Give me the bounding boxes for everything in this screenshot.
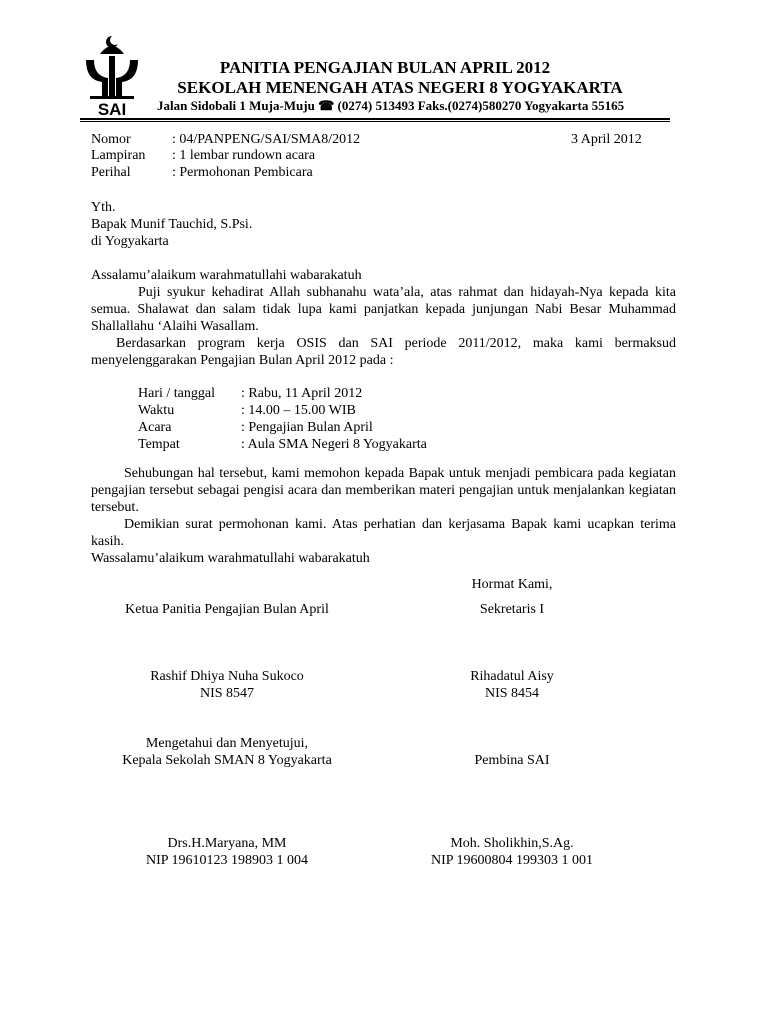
signature-role-secretary: Sekretaris I (479, 602, 545, 617)
signature-id-secretary: NIS 8454 (484, 686, 540, 701)
hormat-kami: Hormat Kami, (471, 577, 553, 592)
signature-name-chair: Rashif Dhiya Nuha Sukoco (150, 669, 304, 684)
signature-id-chair: NIS 8547 (199, 686, 255, 701)
signature-name-principal: Drs.H.Maryana, MM (167, 836, 287, 851)
signature-name-secretary: Rihadatul Aisy (470, 669, 554, 684)
detail-value: : Pengajian Bulan April (241, 420, 373, 435)
closing-greeting: Wassalamu’alaikum warahmatullahi wabarakatuh (91, 551, 370, 566)
letterhead-address-line (157, 98, 624, 114)
letterhead-title-line1: PANITIA PENGAJIAN BULAN APRIL 2012 (219, 58, 551, 77)
detail-label: Waktu (138, 403, 175, 418)
recipient-name: Bapak Munif Tauchid, S.Psi. (91, 217, 253, 232)
letterhead-divider-thick (80, 118, 670, 120)
detail-value: : 14.00 – 15.00 WIB (241, 403, 356, 418)
telephone-icon: ☎ (318, 98, 335, 113)
detail-label: Tempat (138, 437, 180, 452)
approval-label: Mengetahui dan Menyetujui, (145, 736, 309, 751)
letterhead-divider-thin (80, 121, 670, 122)
logo-text: SAI (97, 100, 127, 116)
signature-role-supervisor: Pembina SAI (474, 753, 550, 768)
paragraph-opening: Puji syukur kehadirat Allah subhanahu wata’ala, atas rahmat dan hidayah-Nya kepada kita semua. Shalawat dan salam tidak lupa kami panjatkan kepada junjungan Nabi Besar Muhammad Shallallahu ‘Alaihi Wasallam. (91, 285, 676, 334)
contact-text: (0274) 513493 Faks.(0274)580270 Yogyakarta 55165 (337, 98, 625, 113)
signature-name-supervisor: Moh. Sholikhin,S.Ag. (450, 836, 574, 851)
detail-label: Hari / tanggal (138, 386, 215, 401)
signature-id-supervisor: NIP 19600804 199303 1 001 (430, 853, 594, 868)
signature-role-principal: Kepala Sekolah SMAN 8 Yogyakarta (122, 753, 332, 768)
lampiran-label: Lampiran (91, 148, 146, 163)
recipient-salutation: Yth. (91, 200, 116, 215)
perihal-label: Perihal (91, 165, 131, 180)
detail-label: Acara (138, 420, 172, 435)
paragraph-program: Berdasarkan program kerja OSIS dan SAI periode 2011/2012, maka kami bermaksud menyelenggarakan Pengajian Bulan April 2012 pada : (91, 336, 676, 368)
greeting: Assalamu’alaikum warahmatullahi wabarakatuh (91, 268, 362, 283)
paragraph-request: Sehubungan hal tersebut, kami memohon kepada Bapak untuk menjadi pembicara pada kegiatan pengajian tersebut sebagai pengisi acara dan memberikan materi pengajian untuk menjalankan kegiatan tersebut. (91, 466, 676, 515)
nomor-label: Nomor (91, 132, 131, 147)
address-text: Jalan Sidobali 1 Muja-Muju (157, 98, 315, 113)
perihal-value: : Permohonan Pembicara (172, 165, 313, 180)
paragraph-closing: Demikian surat permohonan kami. Atas perhatian dan kerjasama Bapak kami ucapkan terima kasih. (91, 517, 676, 549)
sai-logo (80, 32, 144, 116)
nomor-value: : 04/PANPENG/SAI/SMA8/2012 (172, 132, 361, 147)
signature-id-principal: NIP 19610123 198903 1 004 (145, 853, 309, 868)
letter-date: 3 April 2012 (571, 132, 642, 147)
detail-value: : Rabu, 11 April 2012 (241, 386, 363, 401)
lampiran-value: : 1 lembar rundown acara (172, 148, 316, 163)
signature-role-chair: Ketua Panitia Pengajian Bulan April (125, 602, 329, 617)
recipient-location: di Yogyakarta (91, 234, 169, 249)
letterhead-title-line2: SEKOLAH MENENGAH ATAS NEGERI 8 YOGYAKARTA (177, 78, 623, 97)
detail-value: : Aula SMA Negeri 8 Yogyakarta (241, 437, 427, 452)
